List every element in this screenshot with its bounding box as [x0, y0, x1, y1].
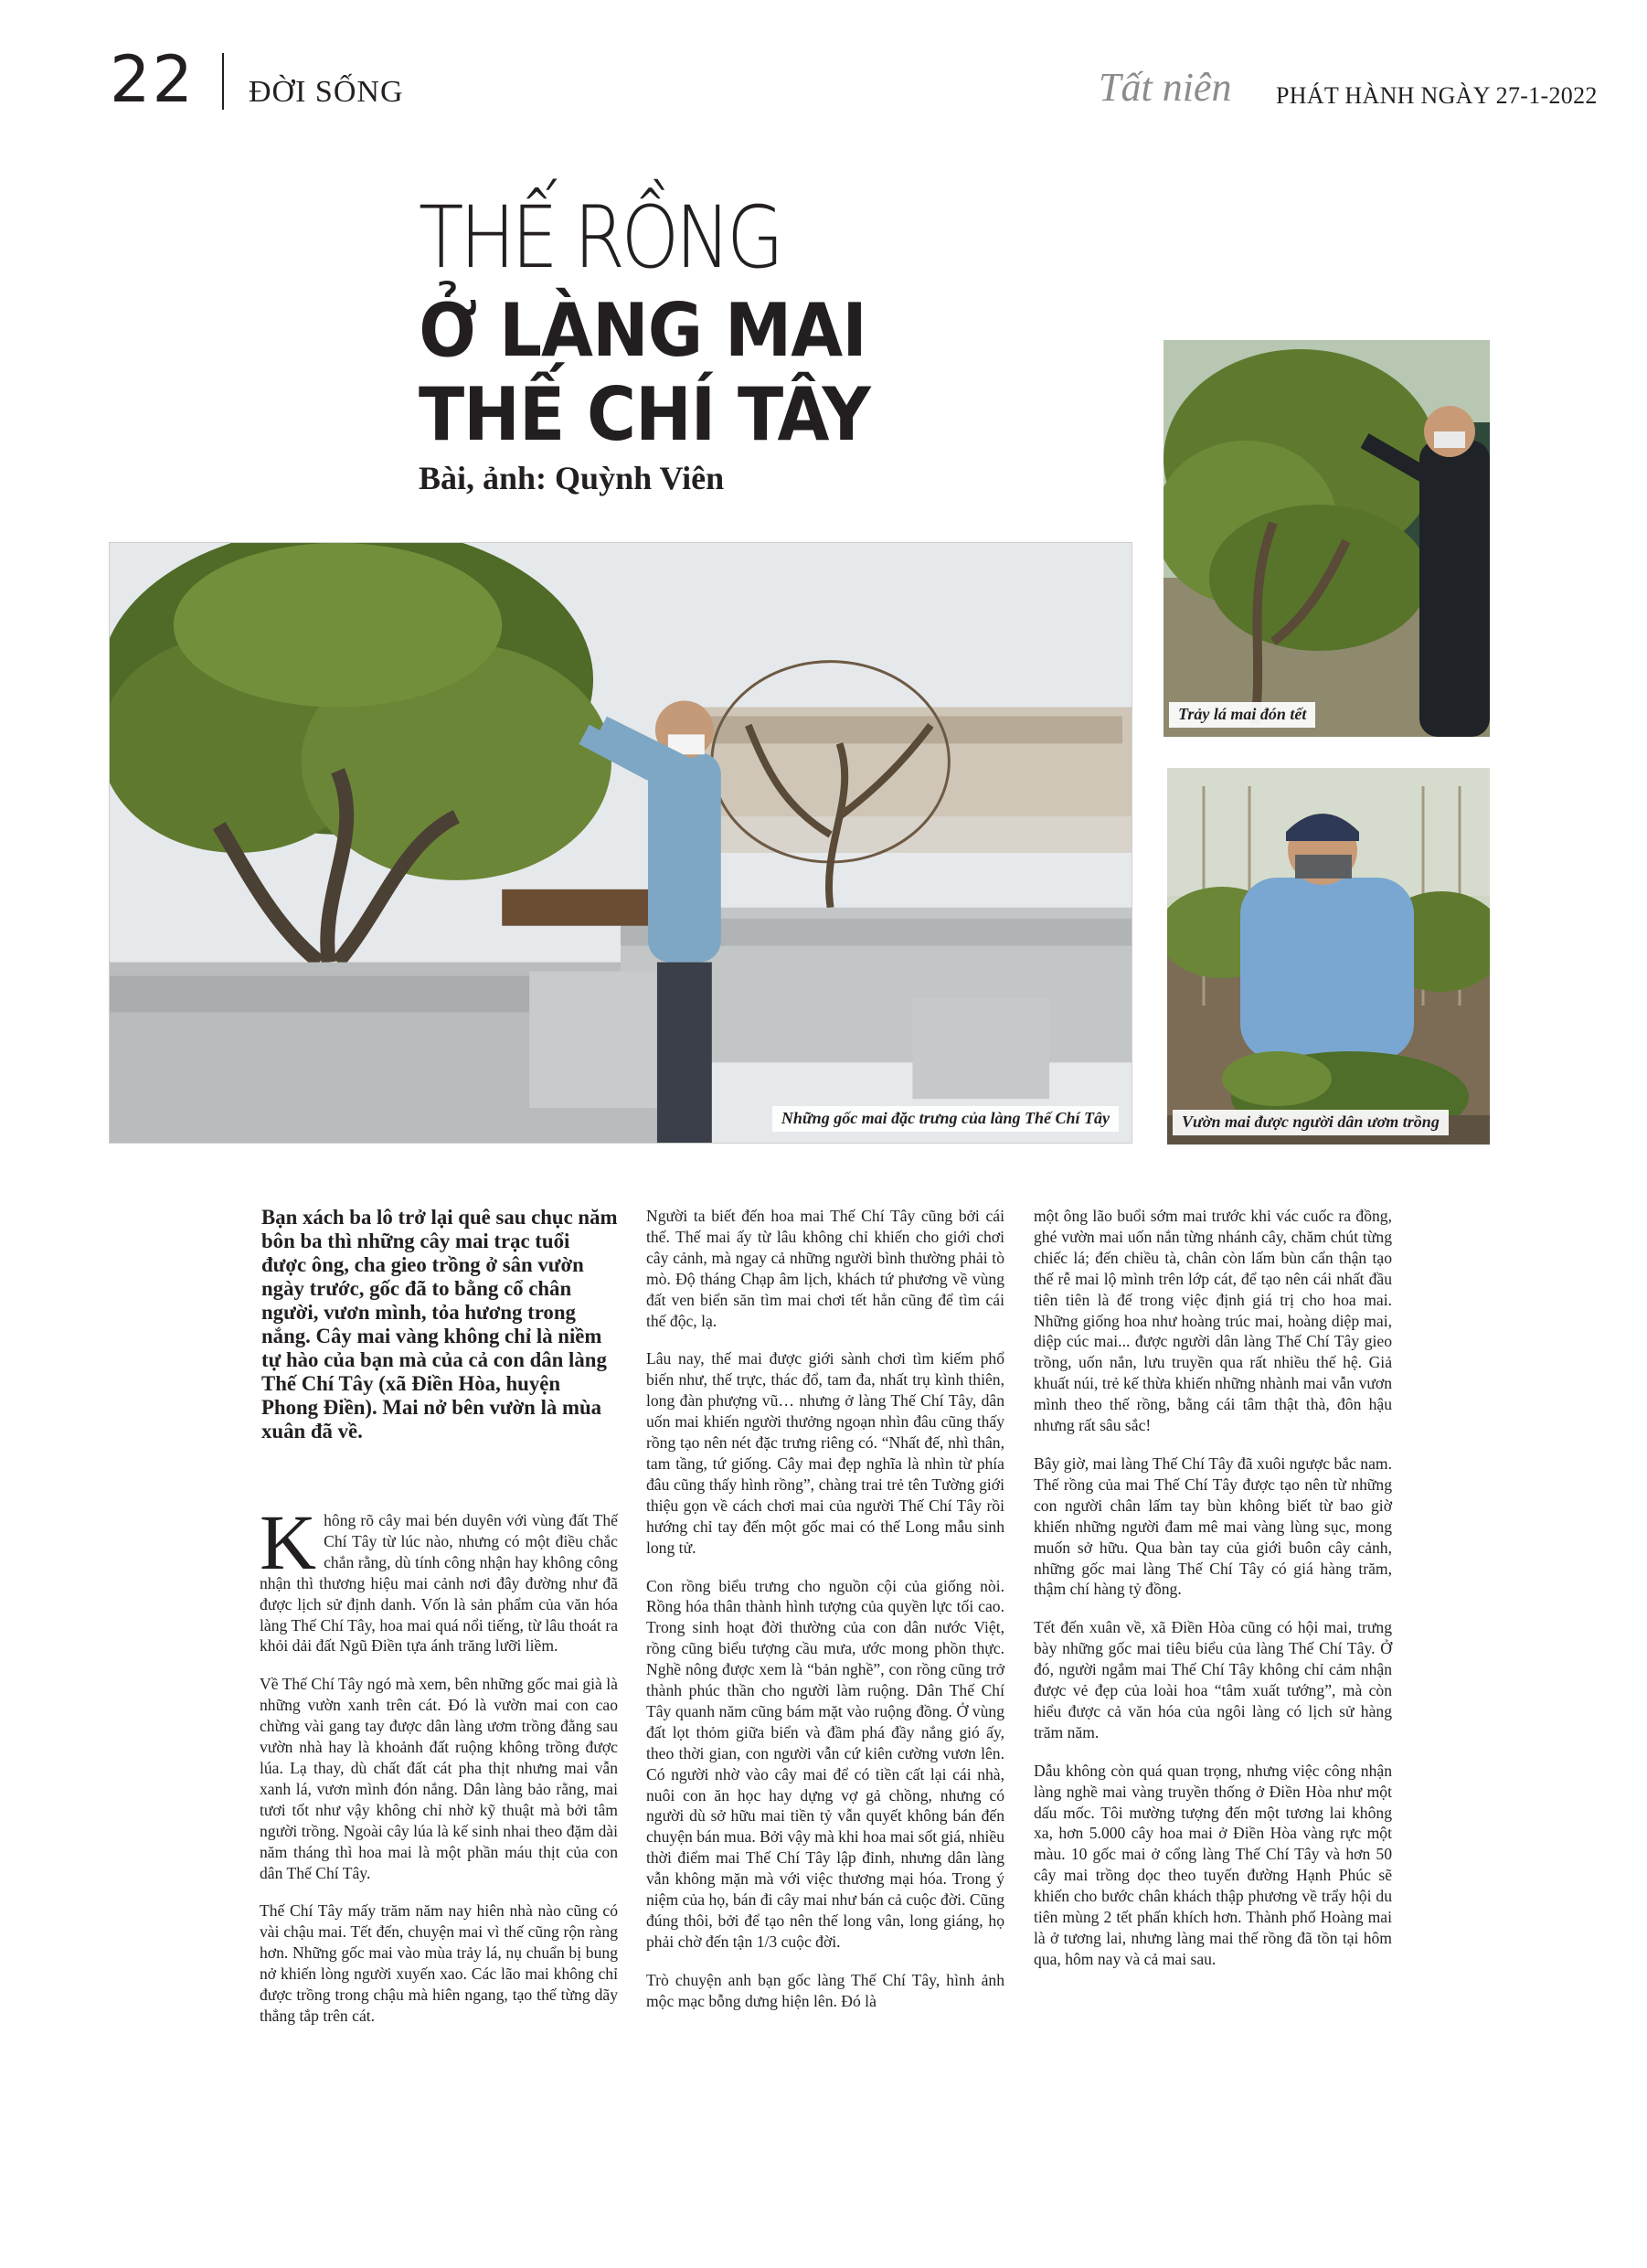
article-title-line-2: Ở LÀNG MAI [419, 288, 866, 373]
paragraph: Thế Chí Tây mấy trăm năm nay hiên nhà nào cũng có vài chậu mai. Tết đến, chuyện mai vì thế cũng rộn ràng hơn. Những gốc mai vào mùa trảy lá, nụ chuẩn bị bung nở khiến lòng người xuyến xao. Các lão mai không chỉ được trồng trong chậu mà hiên ngang, tạo thế từng dãy thẳng tắp trên cát. [260, 1901, 618, 2025]
bottom-right-photo-illustration [1167, 768, 1490, 1145]
paragraph: Dẫu không còn quá quan trọng, nhưng việc công nhận làng nghề mai vàng truyền thống ở Điền Hòa như một dấu mốc. Tôi mường tượng đến một tương lai không xa, hơn 5.000 cây hoa mai ở Điền Hòa vàng rực một màu. 10 gốc mai ở cổng làng Thế Chí Tây và hơn 50 cây mai trồng dọc theo tuyến đường Hạnh Phúc sẽ khiến cho bước chân khách thập phương về trẩy hội du tiên mùng 2 tết phấn khích hơn. Thành phố Hoàng mai là ở tương lai, nhưng làng mai thế rồng đã tồn tại hôm qua, hôm nay và cả mai sau. [1034, 1761, 1392, 1968]
section-name: ĐỜI SỐNG [249, 75, 404, 109]
paragraph: Lâu nay, thế mai được giới sành chơi tìm kiếm phổ biến như, thế trực, thác đổ, tam đa, nhất trụ kình thiên, long đàn phượng vũ… nhưng ở làng Thế Chí Tây, dân uốn mai khiến người thưởng ngoạn nhìn đâu cũng thấy rồng tạo nên nét đặc trưng riêng có. “Nhất đế, nhì thân, tam tầng, tứ giống. Cây mai đẹp nghĩa là nhìn từ phía đâu cũng thấy hình rồng”, chàng trai trẻ tên Tường giới thiệu gọn về cách chơi mai của người Thế Chí Tây rồi hướng chỉ tay đến một gốc mai có thế Long mẫu sinh long tử. [646, 1349, 1004, 1557]
paragraph: Bây giờ, mai làng Thế Chí Tây đã xuôi ngược bắc nam. Thế rồng của mai Thế Chí Tây được tạo nên từ những con người chân lấm tay bùn không biết từ bao giờ khiến những người đam mê mai vàng lùng sục, mong muốn sở hữu. Qua bàn tay của giới buôn cây cảnh, những gốc mai làng Thế Chí Tây có giá hàng trăm, thậm chí hàng tỷ đồng. [1034, 1453, 1392, 1599]
article-lead: Bạn xách ba lô trở lại quê sau chục năm bôn ba thì những cây mai trạc tuổi được ông, cha gieo trồng ở sân vườn ngày trước, gốc đã to bằng cổ chân người, vươn mình, tỏa hương trong nắng. Cây mai vàng không chỉ là niềm tự hào của bạn mà của cả con dân làng Thế Chí Tây (xã Điền Hòa, huyện Phong Điền). Mai nở bên vườn là mùa xuân đã về. [261, 1206, 618, 1443]
paragraph: một ông lão buổi sớm mai trước khi vác cuốc ra đồng, ghé vườn mai uốn nắn từng nhánh cây, chăm chút từng chiếc lá; đến chiều tà, chân còn lấm bùn cẩn thận tạo thế rễ mai lộ mình trên lớp cát, để tạo nên cái nhất đầu tiên tiên là đế trong việc định giá trị cho hoa mai. Những giống hoa như hoàng trúc mai, hoàng diệp mai, diệp cúc mai... được người dân làng Thế Chí Tây gieo trồng, uốn nắn, lưu truyền qua rất nhiều thế hệ. Giả khuất núi, trẻ kế thừa khiến những nhành mai vẫn vươn mình theo thế rồng, bằng cái tâm thật thà, đôn hậu nhưng rất sâu sắc! [1034, 1207, 1392, 1435]
paragraph: Tết đến xuân về, xã Điền Hòa cũng có hội mai, trưng bày những gốc mai tiêu biểu của làng Thế Chí Tây. Ở đó, người ngắm mai Thế Chí Tây không chỉ cảm nhận được vẻ đẹp của loài hoa “tâm xuất tướng”, mà còn hiểu được cả văn hóa của ngôi làng có lịch sử hàng trăm năm. [1034, 1618, 1392, 1741]
bottom-right-photo [1167, 768, 1490, 1145]
drop-cap: K [260, 1498, 317, 1586]
main-photo-caption: Những gốc mai đặc trưng của làng Thế Chí Tây [772, 1106, 1119, 1132]
main-photo [109, 542, 1132, 1144]
top-right-photo [1164, 340, 1490, 737]
paragraph: Về Thế Chí Tây ngó mà xem, bên những gốc mai già là những vườn xanh trên cát. Đó là vườn mai con cao chừng vài gang tay được dân làng ươm trồng đằng sau vườn nhà hay là khoảnh đất ruộng không trồng được lúa. Lạ thay, dù chất đất cát pha thịt nhưng mai vẫn xanh lá, vươn mình đón nắng. Dân làng bảo rằng, mai tươi tốt như vậy không chỉ nhờ kỹ thuật mà bởi tâm người trồng. Ngoài cây lúa là kế sinh nhai theo đặm dài năm tháng thì hoa mai là một phần máu thịt của con dân Thế Chí Tây. [260, 1675, 618, 1882]
top-right-photo-caption: Trảy lá mai đón tết [1169, 702, 1315, 728]
byline: Bài, ảnh: Quỳnh Viên [419, 460, 725, 496]
article-column-2 [646, 1206, 1004, 2029]
article-title-line-1: THẾ RỒNG [419, 188, 781, 288]
issue-name: Tất niên [1099, 65, 1232, 110]
paragraph: Người ta biết đến hoa mai Thế Chí Tây cũng bởi cái thế. Thế mai ấy từ lâu không chỉ khiến cho giới chơi cây cảnh, mà ngay cả những người bình thường phải tò mò. Độ tháng Chạp âm lịch, khách tứ phương về vùng đất ven biển săn tìm mai chơi tết hẳn cũng để tìm cái thế độc, lạ. [646, 1207, 1004, 1330]
article-title-line-3: THẾ CHÍ TÂY [419, 372, 870, 457]
paragraph [260, 1498, 618, 1656]
top-right-photo-illustration [1164, 340, 1490, 737]
article-column-3 [1034, 1206, 1392, 1987]
paragraph-text: hông rõ cây mai bén duyên với vùng đất Thế Chí Tây từ lúc nào, nhưng có một điều chắc chắn rằng, dù tính công nhận hay không công nhận thì thương hiệu mai cảnh nơi đây đường như đã được lịch sử định danh. Vốn là sản phẩm của văn hóa làng Thế Chí Tây, hoa mai quá nổi tiếng, từ lâu thoát ra khỏi dải đất Ngũ Điền tựa ánh trăng lưỡi liềm. [260, 1511, 618, 1656]
article-column-1 [260, 1498, 618, 2044]
header-divider [222, 53, 224, 110]
issue-date: PHÁT HÀNH NGÀY 27-1-2022 [1276, 82, 1598, 109]
paragraph: Trò chuyện anh bạn gốc làng Thế Chí Tây, hình ảnh mộc mạc bỗng dưng hiện lên. Đó là [646, 1970, 1004, 2010]
page-number: 22 [110, 42, 196, 117]
main-photo-illustration [110, 543, 1132, 1143]
paragraph: Con rồng biểu trưng cho nguồn cội của giống nòi. Rồng hóa thân thành hình tượng của quyền lực tối cao. Trong sinh hoạt đời thường của con dân nước Việt, rồng cũng biểu tượng cầu mưa, ước mong phồn thực. Nghề nông được xem là “bản nghề”, con rồng cũng trở thành phúc thần cho người làm ruộng. Dân Thế Chí Tây quanh năm cũng bám mặt vào ruộng đồng. Ở vùng đất lọt thỏm giữa biển và đầm phá đầy nắng gió ấy, theo thời gian, con người vẫn cứ kiên cường vươn lên. Có người nhờ vào cây mai để có tiền cất lại cái nhà, nuôi con ăn học hay dựng vợ gả chồng, nhưng có người dù sở hữu mai tiền tỷ vẫn quyết không bán đến chuyện bán mua. Bởi vậy mà khi hoa mai sốt giá, nhiều thời điểm mai Thế Chí Tây lập đỉnh, nhưng dân làng vẫn không mặn mà với việc thương mại hóa. Trong ý niệm của họ, bán đi cây mai như bán cả cuộc đời. Cũng đúng thôi, bởi để tạo nên thế long vân, long giáng, họ phải chờ đến tận 1/3 cuộc đời. [646, 1576, 1004, 1951]
bottom-right-photo-caption: Vườn mai được người dân ươm trồng [1173, 1110, 1449, 1135]
